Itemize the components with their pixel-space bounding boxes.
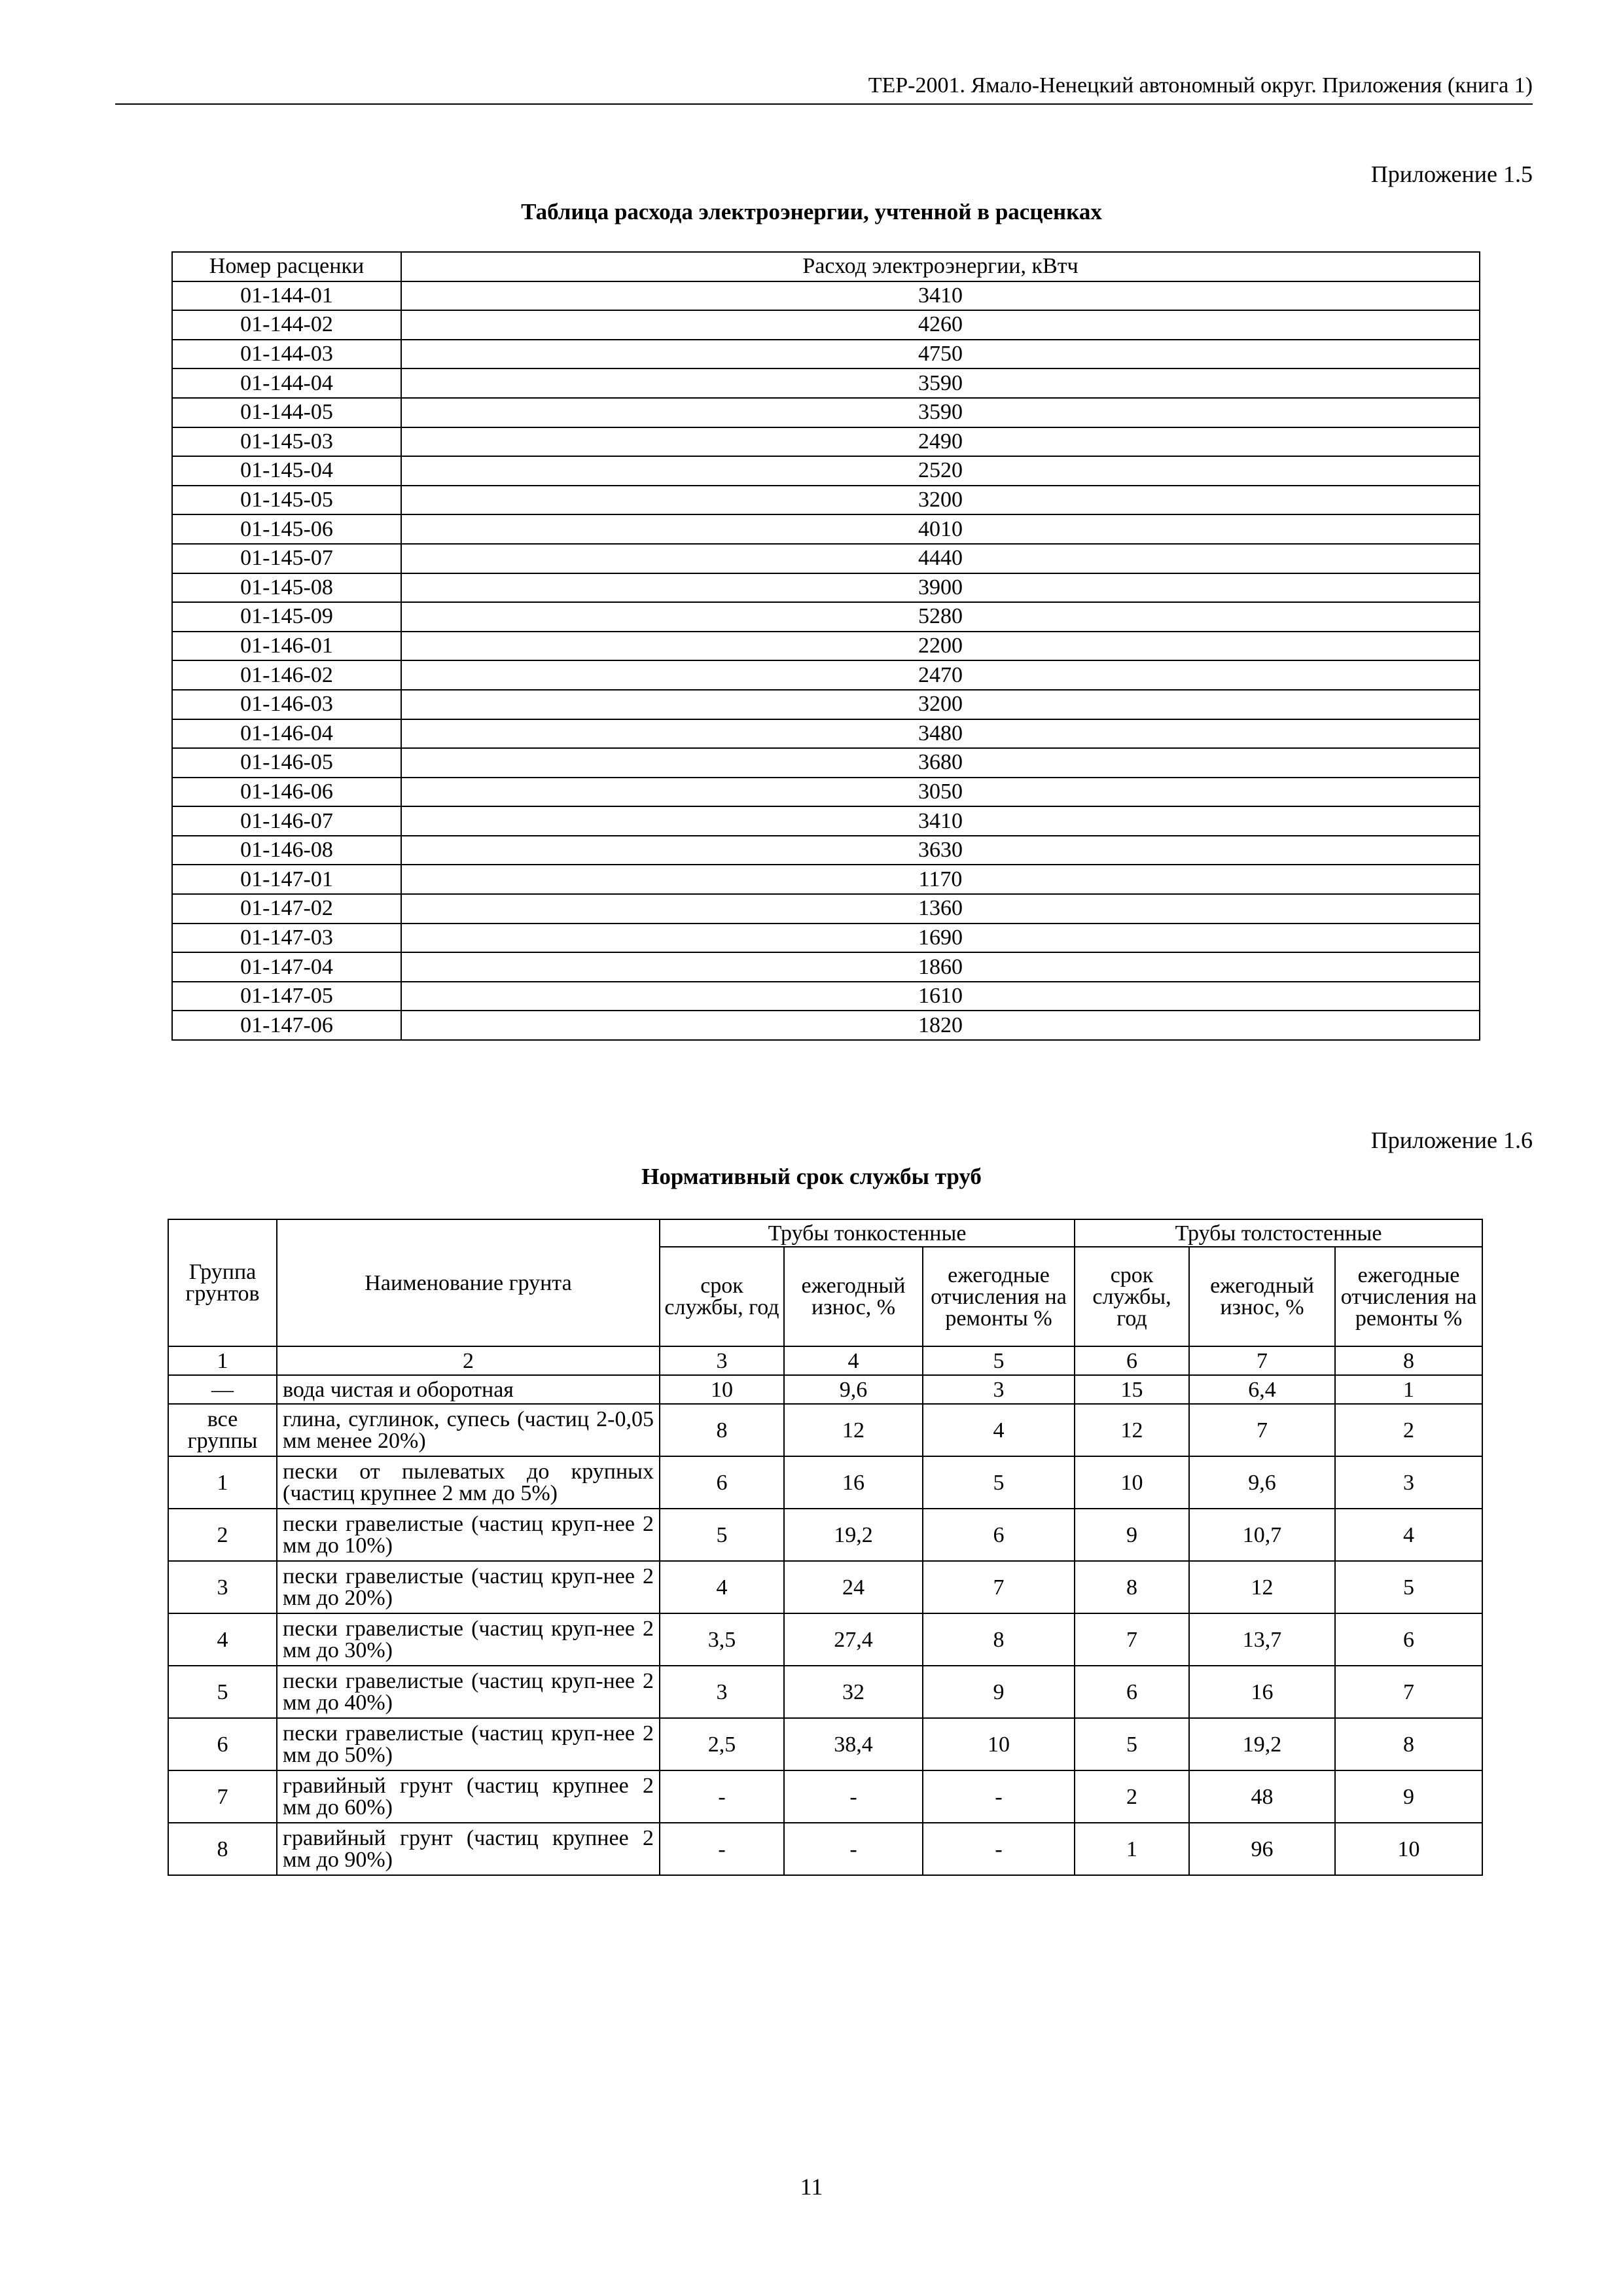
table-row <box>172 427 1480 457</box>
thin-life-cell: - <box>660 1770 784 1823</box>
rate-number-cell: 01-145-05 <box>172 486 401 515</box>
rate-number-cell: 01-147-06 <box>172 1011 401 1040</box>
column-number-cell: 5 <box>923 1346 1075 1375</box>
thin-wear-cell: - <box>784 1770 923 1823</box>
thick-repair-cell: 6 <box>1335 1613 1482 1666</box>
consumption-cell: 2200 <box>401 632 1480 661</box>
table-row <box>172 924 1480 953</box>
column-number-row <box>168 1346 1482 1375</box>
thick-repair-cell: 9 <box>1335 1770 1482 1823</box>
table-row <box>172 544 1480 573</box>
header-thin-annual-wear: ежегодный износ, % <box>784 1247 923 1346</box>
soil-name-cell: пески гравелистые (частиц круп-нее 2 мм до 40%) <box>277 1666 660 1718</box>
rate-number-cell: 01-146-01 <box>172 632 401 661</box>
rate-number-cell: 01-146-02 <box>172 660 401 690</box>
thick-wear-cell: 7 <box>1189 1404 1335 1456</box>
thin-life-cell: 10 <box>660 1375 784 1404</box>
rate-number-cell: 01-144-04 <box>172 368 401 398</box>
table-row <box>168 1770 1482 1823</box>
rate-number-cell: 01-146-06 <box>172 778 401 807</box>
running-header: ТЕР-2001. Ямало-Ненецкий автономный округ. Приложения (книга 1) <box>115 71 1533 105</box>
table-row <box>172 894 1480 924</box>
table-row <box>172 690 1480 719</box>
thin-life-cell: 5 <box>660 1509 784 1561</box>
rate-number-cell: 01-145-06 <box>172 514 401 544</box>
header-thick-service-life: срок службы, год <box>1075 1247 1189 1346</box>
consumption-cell: 2520 <box>401 456 1480 486</box>
electricity-consumption-table <box>171 251 1480 1041</box>
header-thick-repair-deductions: ежегодные отчисления на ремонты % <box>1335 1247 1482 1346</box>
thick-wear-cell: 13,7 <box>1189 1613 1335 1666</box>
table-row <box>168 1613 1482 1666</box>
soil-group-cell: 7 <box>168 1770 277 1823</box>
column-number-cell: 6 <box>1075 1346 1189 1375</box>
thick-life-cell: 15 <box>1075 1375 1189 1404</box>
soil-name-cell: пески гравелистые (частиц круп-нее 2 мм до 20%) <box>277 1561 660 1613</box>
table-row <box>172 778 1480 807</box>
table-row <box>172 632 1480 661</box>
rate-number-cell: 01-145-09 <box>172 602 401 632</box>
table-row <box>168 1666 1482 1718</box>
rate-number-cell: 01-145-04 <box>172 456 401 486</box>
thick-life-cell: 1 <box>1075 1823 1189 1875</box>
appendix-label-1-5: Приложение 1.5 <box>1370 161 1533 187</box>
soil-group-cell: 5 <box>168 1666 277 1718</box>
table-row <box>172 340 1480 369</box>
thick-life-cell: 6 <box>1075 1666 1189 1718</box>
consumption-cell: 3050 <box>401 778 1480 807</box>
consumption-cell: 3200 <box>401 486 1480 515</box>
rate-number-cell: 01-147-04 <box>172 952 401 982</box>
rate-number-cell: 01-145-03 <box>172 427 401 457</box>
page-number: 11 <box>800 2174 823 2200</box>
thin-repair-cell: 5 <box>923 1456 1075 1509</box>
soil-group-cell: 1 <box>168 1456 277 1509</box>
thin-wear-cell: 19,2 <box>784 1509 923 1561</box>
table-row <box>172 281 1480 311</box>
consumption-cell: 4750 <box>401 340 1480 369</box>
rate-number-cell: 01-146-05 <box>172 748 401 778</box>
table-1-5-title: Таблица расхода электроэнергии, учтенной в расценках <box>521 199 1102 224</box>
rate-number-cell: 01-146-04 <box>172 719 401 749</box>
column-number-cell: 3 <box>660 1346 784 1375</box>
consumption-cell: 3590 <box>401 368 1480 398</box>
table-row <box>172 514 1480 544</box>
thin-repair-cell: 4 <box>923 1404 1075 1456</box>
soil-group-cell: все группы <box>168 1404 277 1456</box>
consumption-cell: 4010 <box>401 514 1480 544</box>
consumption-cell: 2490 <box>401 427 1480 457</box>
soil-name-cell: гравийный грунт (частиц крупнее 2 мм до 90%) <box>277 1823 660 1875</box>
consumption-cell: 3590 <box>401 398 1480 427</box>
thin-life-cell: 8 <box>660 1404 784 1456</box>
table-row <box>172 806 1480 836</box>
rate-number-cell: 01-144-05 <box>172 398 401 427</box>
consumption-cell: 3410 <box>401 281 1480 311</box>
table-row <box>172 1011 1480 1040</box>
thick-life-cell: 8 <box>1075 1561 1189 1613</box>
rate-number-cell: 01-146-07 <box>172 806 401 836</box>
rate-number-cell: 01-146-08 <box>172 836 401 865</box>
table-row <box>168 1561 1482 1613</box>
table-row <box>168 1375 1482 1404</box>
thick-life-cell: 5 <box>1075 1718 1189 1770</box>
thick-wear-cell: 10,7 <box>1189 1509 1335 1561</box>
thin-wear-cell: 12 <box>784 1404 923 1456</box>
soil-group-cell: 2 <box>168 1509 277 1561</box>
table-row <box>172 982 1480 1011</box>
table-row <box>172 836 1480 865</box>
thin-repair-cell: 10 <box>923 1718 1075 1770</box>
table-row <box>172 456 1480 486</box>
rate-number-cell: 01-144-03 <box>172 340 401 369</box>
table-row <box>172 952 1480 982</box>
consumption-cell: 3900 <box>401 573 1480 603</box>
table-row <box>172 748 1480 778</box>
pipe-table-body <box>168 1346 1482 1875</box>
table-row <box>168 1823 1482 1875</box>
soil-name-cell: пески от пылеватых до крупных (частиц крупнее 2 мм до 5%) <box>277 1456 660 1509</box>
table-row <box>172 310 1480 340</box>
thick-wear-cell: 16 <box>1189 1666 1335 1718</box>
header-thin-wall-pipes: Трубы тонкостенные <box>660 1219 1075 1247</box>
rate-number-cell: 01-147-01 <box>172 865 401 894</box>
thin-repair-cell: - <box>923 1770 1075 1823</box>
consumption-cell: 3200 <box>401 690 1480 719</box>
consumption-cell: 3410 <box>401 806 1480 836</box>
rate-number-cell: 01-144-02 <box>172 310 401 340</box>
consumption-cell: 1860 <box>401 952 1480 982</box>
thick-life-cell: 10 <box>1075 1456 1189 1509</box>
thick-repair-cell: 8 <box>1335 1718 1482 1770</box>
thin-wear-cell: 38,4 <box>784 1718 923 1770</box>
rate-number-cell: 01-144-01 <box>172 281 401 311</box>
thick-life-cell: 7 <box>1075 1613 1189 1666</box>
thick-life-cell: 2 <box>1075 1770 1189 1823</box>
consumption-cell: 1170 <box>401 865 1480 894</box>
thick-wear-cell: 12 <box>1189 1561 1335 1613</box>
soil-name-cell: глина, суглинок, супесь (частиц 2-0,05 мм менее 20%) <box>277 1404 660 1456</box>
thick-life-cell: 9 <box>1075 1509 1189 1561</box>
thick-repair-cell: 2 <box>1335 1404 1482 1456</box>
consumption-cell: 3480 <box>401 719 1480 749</box>
header-soil-name: Наименование грунта <box>277 1219 660 1346</box>
header-thin-repair-deductions: ежегодные отчисления на ремонты % <box>923 1247 1075 1346</box>
rate-number-cell: 01-146-03 <box>172 690 401 719</box>
consumption-cell: 1360 <box>401 894 1480 924</box>
table-row <box>172 368 1480 398</box>
thick-life-cell: 12 <box>1075 1404 1189 1456</box>
header-thick-annual-wear: ежегодный износ, % <box>1189 1247 1335 1346</box>
consumption-cell: 3630 <box>401 836 1480 865</box>
consumption-cell: 1610 <box>401 982 1480 1011</box>
soil-name-cell: вода чистая и оборотная <box>277 1375 660 1404</box>
thin-life-cell: 2,5 <box>660 1718 784 1770</box>
thick-wear-cell: 19,2 <box>1189 1718 1335 1770</box>
soil-group-cell: 6 <box>168 1718 277 1770</box>
table-row <box>168 1404 1482 1456</box>
thick-wear-cell: 6,4 <box>1189 1375 1335 1404</box>
thin-repair-cell: - <box>923 1823 1075 1875</box>
table-row <box>168 1456 1482 1509</box>
soil-name-cell: пески гравелистые (частиц круп-нее 2 мм до 10%) <box>277 1509 660 1561</box>
pipe-service-life-table <box>168 1219 1483 1876</box>
thin-wear-cell: - <box>784 1823 923 1875</box>
table-row <box>168 1509 1482 1561</box>
thin-life-cell: 4 <box>660 1561 784 1613</box>
thin-repair-cell: 8 <box>923 1613 1075 1666</box>
column-header-rate-number: Номер расценки <box>172 252 401 281</box>
soil-name-cell: пески гравелистые (частиц круп-нее 2 мм до 30%) <box>277 1613 660 1666</box>
consumption-cell: 5280 <box>401 602 1480 632</box>
column-number-cell: 8 <box>1335 1346 1482 1375</box>
thin-repair-cell: 6 <box>923 1509 1075 1561</box>
thick-wear-cell: 48 <box>1189 1770 1335 1823</box>
thin-life-cell: 6 <box>660 1456 784 1509</box>
column-header-consumption: Расход электроэнергии, кВтч <box>401 252 1480 281</box>
rate-number-cell: 01-145-08 <box>172 573 401 603</box>
consumption-cell: 1690 <box>401 924 1480 953</box>
thin-wear-cell: 27,4 <box>784 1613 923 1666</box>
header-thin-service-life: срок службы, год <box>660 1247 784 1346</box>
column-number-cell: 7 <box>1189 1346 1335 1375</box>
consumption-cell: 1820 <box>401 1011 1480 1040</box>
thin-wear-cell: 32 <box>784 1666 923 1718</box>
table-row <box>172 602 1480 632</box>
thick-repair-cell: 7 <box>1335 1666 1482 1718</box>
thick-repair-cell: 1 <box>1335 1375 1482 1404</box>
soil-name-cell: гравийный грунт (частиц крупнее 2 мм до 60%) <box>277 1770 660 1823</box>
consumption-cell: 2470 <box>401 660 1480 690</box>
appendix-label-1-6: Приложение 1.6 <box>1370 1127 1533 1153</box>
consumption-cell: 4440 <box>401 544 1480 573</box>
column-number-cell: 2 <box>277 1346 660 1375</box>
thin-repair-cell: 3 <box>923 1375 1075 1404</box>
thick-wear-cell: 96 <box>1189 1823 1335 1875</box>
thick-wear-cell: 9,6 <box>1189 1456 1335 1509</box>
soil-group-cell: 8 <box>168 1823 277 1875</box>
thin-wear-cell: 16 <box>784 1456 923 1509</box>
consumption-cell: 4260 <box>401 310 1480 340</box>
thin-repair-cell: 7 <box>923 1561 1075 1613</box>
thin-life-cell: 3,5 <box>660 1613 784 1666</box>
soil-group-cell: — <box>168 1375 277 1404</box>
column-number-cell: 1 <box>168 1346 277 1375</box>
table-row <box>172 719 1480 749</box>
thick-repair-cell: 4 <box>1335 1509 1482 1561</box>
thick-repair-cell: 3 <box>1335 1456 1482 1509</box>
rate-number-cell: 01-147-05 <box>172 982 401 1011</box>
table-row <box>172 573 1480 603</box>
soil-group-cell: 3 <box>168 1561 277 1613</box>
thin-life-cell: 3 <box>660 1666 784 1718</box>
consumption-cell: 3680 <box>401 748 1480 778</box>
table-row <box>172 660 1480 690</box>
thin-life-cell: - <box>660 1823 784 1875</box>
thin-wear-cell: 24 <box>784 1561 923 1613</box>
electricity-table-body <box>172 281 1480 1040</box>
header-soil-group: Группа грунтов <box>168 1219 277 1346</box>
soil-group-cell: 4 <box>168 1613 277 1666</box>
rate-number-cell: 01-147-02 <box>172 894 401 924</box>
rate-number-cell: 01-145-07 <box>172 544 401 573</box>
table-row <box>168 1718 1482 1770</box>
thin-wear-cell: 9,6 <box>784 1375 923 1404</box>
header-thick-wall-pipes: Трубы толстостенные <box>1075 1219 1482 1247</box>
table-row <box>172 398 1480 427</box>
thin-repair-cell: 9 <box>923 1666 1075 1718</box>
thick-repair-cell: 10 <box>1335 1823 1482 1875</box>
column-number-cell: 4 <box>784 1346 923 1375</box>
soil-name-cell: пески гравелистые (частиц круп-нее 2 мм до 50%) <box>277 1718 660 1770</box>
table-row <box>172 865 1480 894</box>
rate-number-cell: 01-147-03 <box>172 924 401 953</box>
thick-repair-cell: 5 <box>1335 1561 1482 1613</box>
table-1-6-title: Нормативный срок службы труб <box>641 1164 982 1189</box>
table-row <box>172 486 1480 515</box>
